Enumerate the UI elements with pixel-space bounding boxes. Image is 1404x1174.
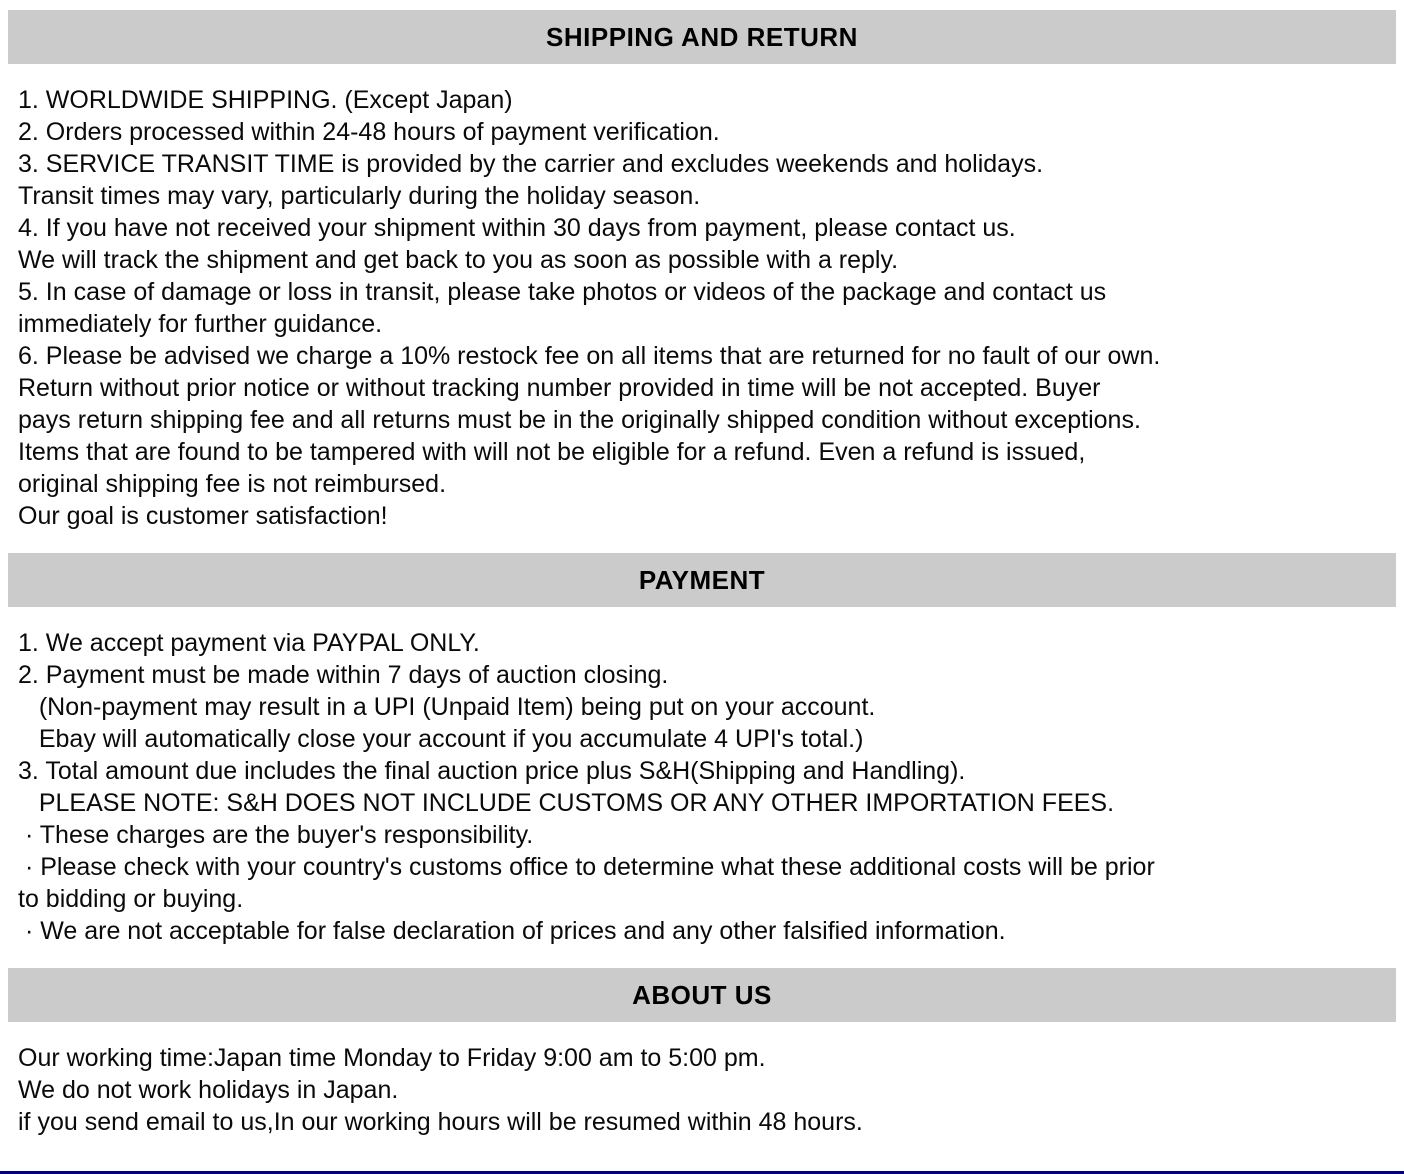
text-line: pays return shipping fee and all returns must be in the originally shipped condition without exceptions.	[18, 406, 1141, 434]
text-line: Transit times may vary, particularly during the holiday season.	[18, 182, 701, 210]
payment-content	[0, 607, 1404, 968]
text-line: 2. Payment must be made within 7 days of auction closing.	[18, 661, 669, 689]
text-line: Items that are found to be tampered with will not be eligible for a refund. Even a refund is issued,	[18, 438, 1086, 466]
text-line: 2. Orders processed within 24-48 hours of payment verification.	[18, 118, 720, 146]
about-us-header	[8, 968, 1396, 1022]
text-line: (Non-payment may result in a UPI (Unpaid Item) being put on your account.	[18, 693, 876, 721]
seller-policy-page	[0, 10, 1404, 1174]
shipping-and-return-header	[8, 10, 1396, 64]
text-line: · Please check with your country's customs office to determine what these additional costs will be prior	[18, 853, 1155, 881]
text-line: · We are not acceptable for false declaration of prices and any other falsified information.	[18, 917, 1006, 945]
text-line: to bidding or buying.	[18, 885, 244, 913]
text-line: original shipping fee is not reimbursed.	[18, 470, 447, 498]
about-us-content	[0, 1022, 1404, 1159]
payment-header	[8, 553, 1396, 607]
text-line: 1. WORLDWIDE SHIPPING. (Except Japan)	[18, 86, 513, 114]
payment-title: PAYMENT	[638, 564, 766, 595]
shipping-and-return-title: SHIPPING AND RETURN	[546, 21, 858, 52]
text-line: 6. Please be advised we charge a 10% restock fee on all items that are returned for no fault of our own.	[18, 342, 1161, 370]
text-line: 1. We accept payment via PAYPAL ONLY.	[18, 629, 480, 657]
text-line: 4. If you have not received your shipment within 30 days from payment, please contact us.	[18, 214, 1016, 242]
section-payment	[0, 553, 1404, 968]
text-line: 3. SERVICE TRANSIT TIME is provided by the carrier and excludes weekends and holidays.	[18, 150, 1044, 178]
text-line: immediately for further guidance.	[18, 310, 383, 338]
text-line: 5. In case of damage or loss in transit, please take photos or videos of the package and contact us	[18, 278, 1107, 306]
section-shipping-and-return	[0, 10, 1404, 553]
section-about-us	[0, 968, 1404, 1159]
text-line: · These charges are the buyer's responsibility.	[18, 821, 534, 849]
text-line: Ebay will automatically close your account if you accumulate 4 UPI's total.)	[18, 725, 864, 753]
text-line: if you send email to us,In our working hours will be resumed within 48 hours.	[18, 1108, 863, 1136]
text-line: Our goal is customer satisfaction!	[18, 502, 388, 530]
text-line: PLEASE NOTE: S&H DOES NOT INCLUDE CUSTOMS OR ANY OTHER IMPORTATION FEES.	[18, 789, 1115, 817]
text-line: We do not work holidays in Japan.	[18, 1076, 399, 1104]
text-line: We will track the shipment and get back to you as soon as possible with a reply.	[18, 246, 899, 274]
shipping-and-return-content	[0, 64, 1404, 553]
text-line: Return without prior notice or without tracking number provided in time will be not accepted. Buyer	[18, 374, 1101, 402]
about-us-title: ABOUT US	[632, 979, 772, 1010]
text-line: Our working time:Japan time Monday to Friday 9:00 am to 5:00 pm.	[18, 1044, 766, 1072]
text-line: 3. Total amount due includes the final auction price plus S&H(Shipping and Handling).	[18, 757, 966, 785]
